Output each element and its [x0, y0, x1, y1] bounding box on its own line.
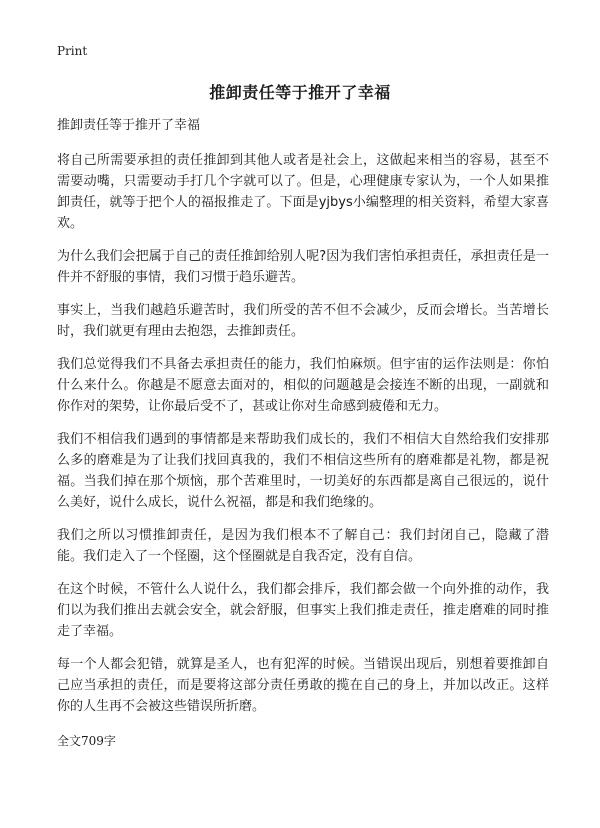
- paragraph-1: 将自己所需要承担的责任推卸到其他人或者是社会上，这做起来相当的容易，甚至不需要动嘴，只需要动手打几个字就可以了。但是，心理健康专家认为，一个人如果推卸责任，就等于把个人的福报推走了。下面是yjbys小编整理的相关资料，希望大家喜欢。: [57, 153, 549, 231]
- document-body: [57, 116, 549, 751]
- word-count: 全文709字: [57, 734, 116, 748]
- print-link[interactable]: Print: [57, 44, 88, 58]
- paragraph-3: 事实上，当我们越趋乐避苦时，我们所受的苦不但不会减少，反而会增长。当苦增长时，我们就更有理由去抱怨，去推卸责任。: [57, 303, 549, 339]
- paragraph-6: 我们之所以习惯推卸责任，是因为我们根本不了解自己：我们封闭自己，隐藏了潜能。我们走入了一个怪圈，这个怪圈就是自我否定，没有自信。: [57, 528, 549, 564]
- subtitle: 推卸责任等于推开了幸福: [57, 118, 201, 133]
- page-title: 推卸责任等于推开了幸福: [209, 83, 391, 102]
- paragraph-7: 在这个时候，不管什么人说什么，我们都会排斥，我们都会做一个向外推的动作，我们以为我们推出去就会安全，就会舒服，但事实上我们推走责任，推走磨难的同时推走了幸福。: [57, 582, 549, 639]
- paragraph-2: 为什么我们会把属于自己的责任推卸给别人呢?因为我们害怕承担责任，承担责任是一件并不舒服的事情，我们习惯于趋乐避苦。: [57, 249, 549, 285]
- paragraph-4: 我们总觉得我们不具备去承担责任的能力，我们怕麻烦。但宇宙的运作法则是：你怕什么来什么。你越是不愿意去面对的，相似的问题越是会接连不断的出现，一副就和你作对的架势，让你最后受不了，甚或让你对生命感到疲倦和无力。: [57, 357, 549, 414]
- paragraph-8: 每一个人都会犯错，就算是圣人，也有犯浑的时候。当错误出现后，别想着要推卸自己应当承担的责任，而是要将这部分责任勇敢的揽在自己的身上，并加以改正。这样你的人生再不会被这些错误所折磨。: [57, 657, 549, 714]
- paragraph-5: 我们不相信我们遇到的事情都是来帮助我们成长的，我们不相信大自然给我们安排那么多的磨难是为了让我们找回真我的，我们不相信这些所有的磨难都是礼物，都是祝福。当我们掉在那个烦恼，那个苦难里时，一切美好的东西都是离自己很远的，说什么美好，说什么成长，说什么祝福，都是和我们绝缘的。: [57, 432, 549, 510]
